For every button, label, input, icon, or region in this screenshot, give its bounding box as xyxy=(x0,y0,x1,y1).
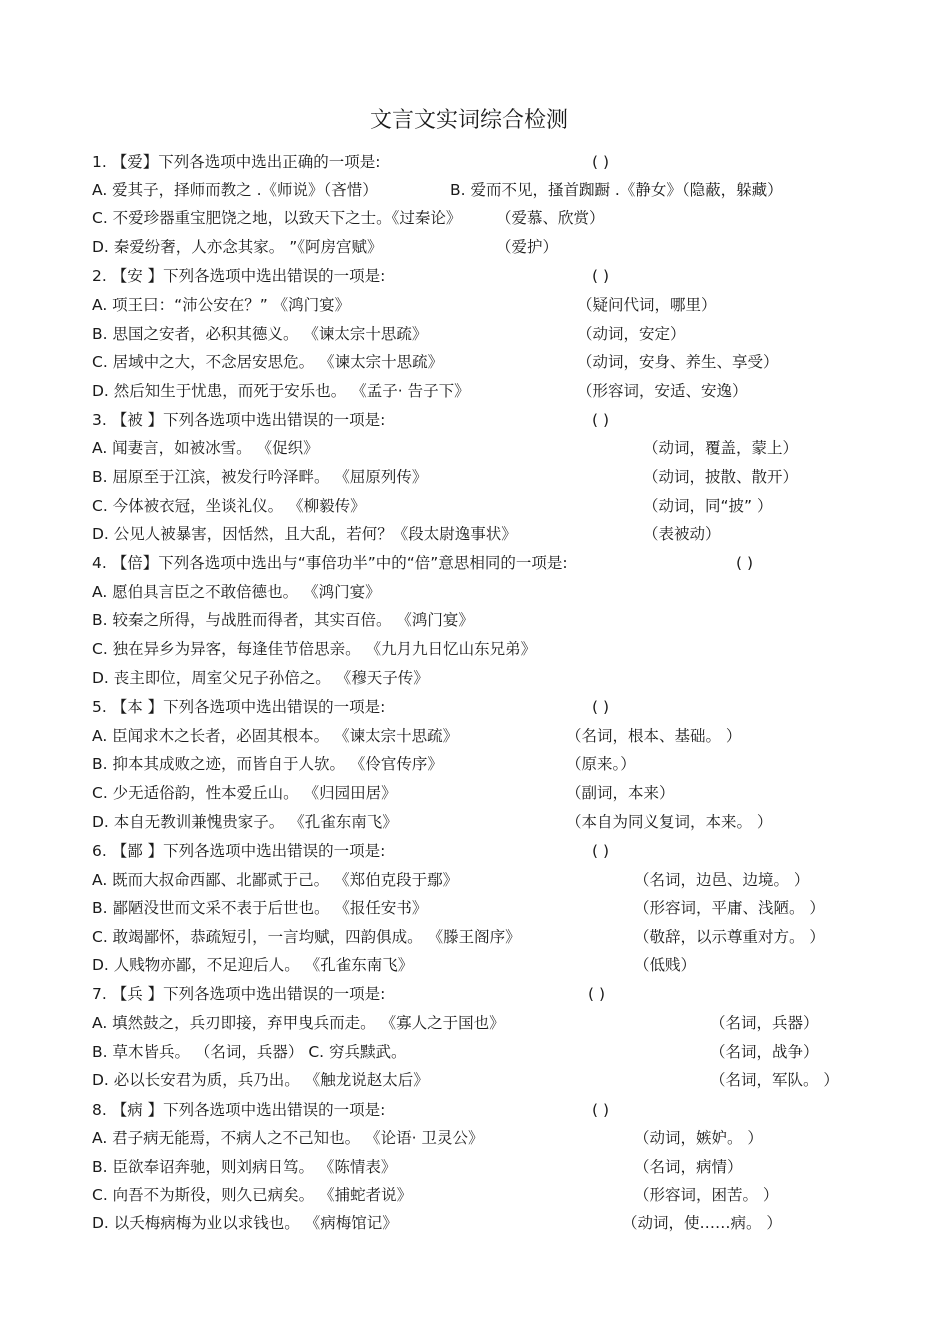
option-note: （本自为同义复词，本来。 ） xyxy=(566,813,773,831)
option-note: （爱护） xyxy=(496,238,559,256)
option-text: C. 少无适俗韵，性本爱丘山。 《归园田居》 xyxy=(92,784,397,802)
option-note: （动词，同“披” ） xyxy=(643,497,773,515)
question-text: 1. 【爱】下列各选项中选出正确的一项是: xyxy=(92,153,381,171)
option-text: D. 公见人被暴害，因恬然，且大乱，若何？《段太尉逸事状》 xyxy=(92,525,517,543)
option-text: A. 既而大叔命西鄙、北鄙贰于己。 《郑伯克段于鄢》 xyxy=(92,871,459,889)
option-text: D. 秦爱纷奢，人亦念其家。 ”《阿房宫赋》 xyxy=(92,238,383,256)
option-note: （原来。） xyxy=(566,755,636,773)
option-text: D. 然后知生于忧患，而死于安乐也。 《孟子· 告子下》 xyxy=(92,382,470,400)
option-text: A. 闻妻言，如被冰雪。 《促织》 xyxy=(92,439,319,457)
option-note: （形容词，安适、安逸） xyxy=(577,382,748,400)
answer-parentheses: ( ) xyxy=(592,153,610,171)
question-text: 5. 【本 】下列各选项中选出错误的一项是: xyxy=(92,698,386,716)
option-text: C. 不爱珍器重宝肥饶之地，以致天下之士。《过秦论》 xyxy=(92,209,462,227)
option-note: （名词，兵器） xyxy=(710,1014,819,1032)
option-text: A. 臣闻求木之长者，必固其根本。 《谏太宗十思疏》 xyxy=(92,727,459,745)
question-text: 3. 【被 】下列各选项中选出错误的一项是: xyxy=(92,411,386,429)
option-note: （形容词，困苦。 ） xyxy=(634,1186,779,1204)
option-note: （副词，本来） xyxy=(566,784,675,802)
option-text: D. 以夭梅病梅为业以求钱也。 《病梅馆记》 xyxy=(92,1214,398,1232)
option-text: A. 爱其子，择师而教之 .《师说》（吝惜） xyxy=(92,181,378,199)
option-note: （动词，使……病。 ） xyxy=(622,1214,782,1232)
option-note: （名词，病情） xyxy=(634,1158,743,1176)
option-text: B. 鄙陋没世而文采不表于后世也。 《报任安书》 xyxy=(92,899,428,917)
question-text: 7. 【兵 】下列各选项中选出错误的一项是: xyxy=(92,985,386,1003)
option-text: B. 草木皆兵。 （名词，兵器） C. 穷兵黩武。 xyxy=(92,1043,407,1061)
option-note: （低贱） xyxy=(634,956,697,974)
option-note: （名词，根本、基础。 ） xyxy=(566,727,742,745)
option-text: B. 较秦之所得，与战胜而得者，其实百倍。 《鸿门宴》 xyxy=(92,611,474,629)
option-text: D. 必以长安君为质，兵乃出。 《触龙说赵太后》 xyxy=(92,1071,429,1089)
answer-parentheses: ( ) xyxy=(592,842,610,860)
option-note: （动词，覆盖，蒙上） xyxy=(643,439,799,457)
option-note: （名词，战争） xyxy=(710,1043,819,1061)
option-text: D. 丧主即位，周室父兄子孙倍之。 《穆天子传》 xyxy=(92,669,429,687)
option-text: B. 屈原至于江滨，被发行吟泽畔。 《屈原列传》 xyxy=(92,468,428,486)
option-note: （动词，嫉妒。 ） xyxy=(634,1129,763,1147)
option-note: B. 爱而不见，搔首踟蹰 .《静女》（隐蔽，躲藏） xyxy=(450,181,783,199)
option-text: C. 敢竭鄙怀，恭疏短引，一言均赋，四韵俱成。 《滕王阁序》 xyxy=(92,928,521,946)
option-note: （敬辞，以示尊重对方。 ） xyxy=(634,928,825,946)
option-note: （疑问代词，哪里） xyxy=(577,296,717,314)
option-text: A. 项王曰：“沛公安在？” 《鸿门宴》 xyxy=(92,296,351,314)
question-text: 2. 【安 】下列各选项中选出错误的一项是: xyxy=(92,267,386,285)
option-text: D. 人贱物亦鄙，不足迎后人。 《孔雀东南飞》 xyxy=(92,956,414,974)
option-note: （名词，边邑、边境。 ） xyxy=(634,871,810,889)
page-title: 文言文实词综合检测 xyxy=(369,108,568,133)
option-text: D. 本自无教训兼愧贵家子。 《孔雀东南飞》 xyxy=(92,813,398,831)
option-note: （名词，军队。 ） xyxy=(710,1071,839,1089)
option-text: C. 居域中之大，不念居安思危。 《谏太宗十思疏》 xyxy=(92,353,444,371)
option-text: B. 臣欲奉诏奔驰，则刘病日笃。 《陈情表》 xyxy=(92,1158,397,1176)
answer-parentheses: ( ) xyxy=(592,1101,610,1119)
answer-parentheses: ( ) xyxy=(592,411,610,429)
option-text: C. 今体被衣冠，坐谈礼仪。 《柳毅传》 xyxy=(92,497,366,515)
option-text: A. 填然鼓之，兵刃即接，弃甲曳兵而走。 《寡人之于国也》 xyxy=(92,1014,505,1032)
question-text: 4. 【倍】下列各选项中选出与“事倍功半”中的“倍”意思相同的一项是: xyxy=(92,554,568,572)
answer-parentheses: ( ) xyxy=(588,985,606,1003)
option-note: （动词，披散、散开） xyxy=(643,468,799,486)
option-note: （爱慕、欣赏） xyxy=(496,209,605,227)
question-text: 8. 【病 】下列各选项中选出错误的一项是: xyxy=(92,1101,386,1119)
answer-parentheses: ( ) xyxy=(592,267,610,285)
option-note: （动词，安定） xyxy=(577,325,686,343)
option-text: C. 向吾不为斯役，则久已病矣。 《捕蛇者说》 xyxy=(92,1186,413,1204)
question-text: 6. 【鄙 】下列各选项中选出错误的一项是: xyxy=(92,842,386,860)
option-text: B. 抑本其成败之迹，而皆自于人欤。 《伶官传序》 xyxy=(92,755,443,773)
option-text: B. 思国之安者，必积其德义。 《谏太宗十思疏》 xyxy=(92,325,428,343)
option-note: （形容词，平庸、浅陋。 ） xyxy=(634,899,825,917)
option-text: C. 独在异乡为异客，每逢佳节倍思亲。 《九月九日忆山东兄弟》 xyxy=(92,640,537,658)
option-note: （表被动） xyxy=(643,525,721,543)
option-text: A. 君子病无能焉，不病人之不己知也。 《论语· 卫灵公》 xyxy=(92,1129,484,1147)
answer-parentheses: ( ) xyxy=(736,554,754,572)
option-note: （动词，安身、养生、享受） xyxy=(577,353,779,371)
answer-parentheses: ( ) xyxy=(592,698,610,716)
option-text: A. 愿伯具言臣之不敢倍德也。 《鸿门宴》 xyxy=(92,583,381,601)
